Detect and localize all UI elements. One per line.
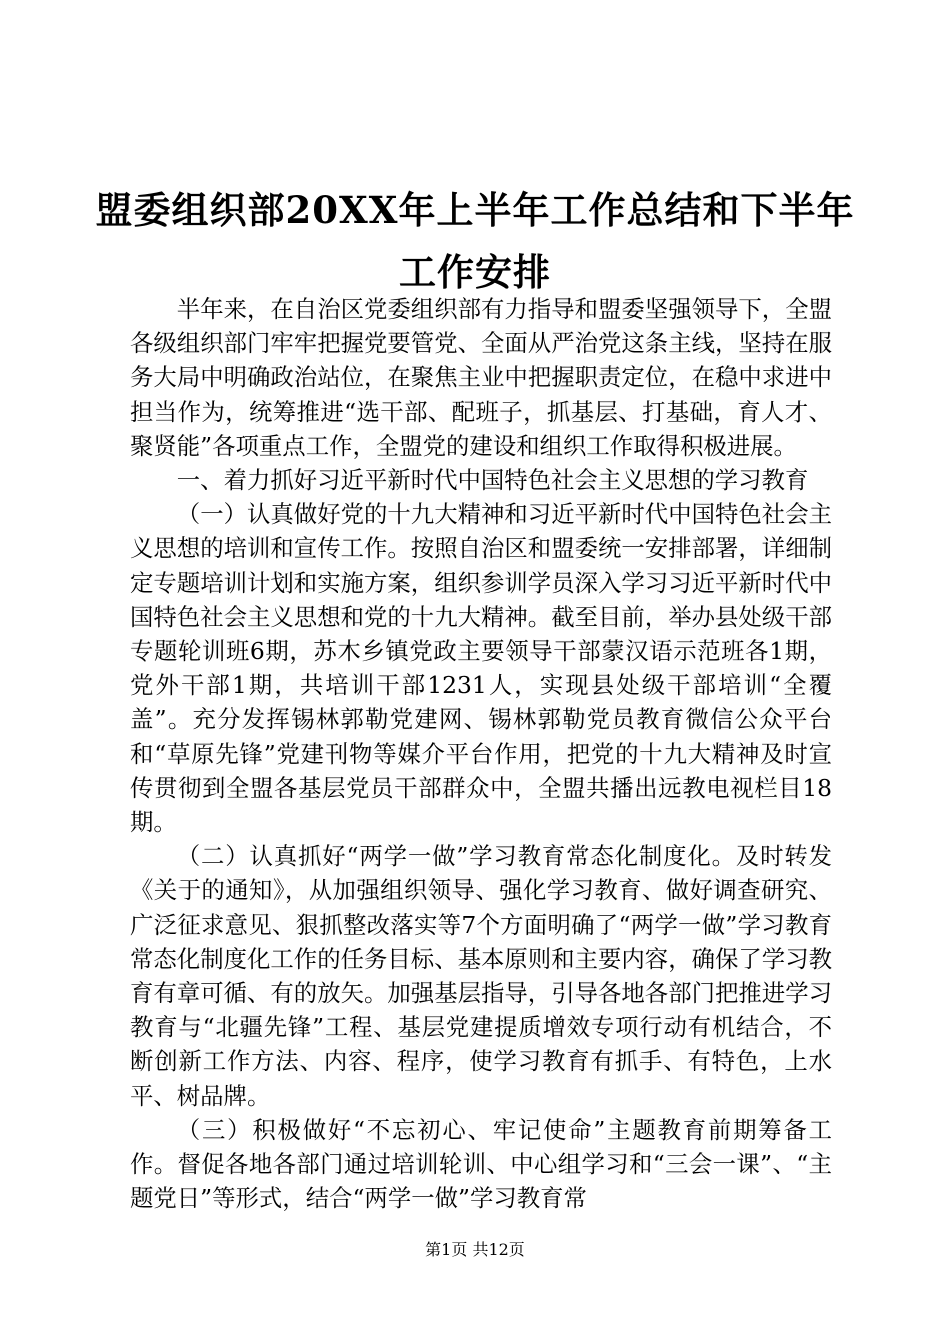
document-title-line-2: 工作安排 [399, 250, 551, 294]
paragraph-item-2: （二）认真抓好“两学一做”学习教育常态化制度化。及时转发《关于的通知》，从加强组织领导、强化学习教育、做好调查研究、广泛征求意见、狠抓整改落实等7个方面明确了“两学一做”学习教育常态化制度化工作的任务目标、基本原则和主要内容，确保了学习教育有章可循、有的放矢。加强基层指导，引导各地各部门把推进学习教育与“北疆先锋”工程、基层党建提质增效专项行动有机结合，不断创新工作方法、内容、程序，使学习教育有抓手、有特色，上水平、树品牌。 [130, 842, 832, 1110]
paragraph-intro: 半年来，在自治区党委组织部有力指导和盟委坚强领导下，全盟各级组织部门牢牢把握党要管党、全面从严治党这条主线，坚持在服务大局中明确政治站位，在聚焦主业中把握职责定位，在稳中求进中担当作为，统筹推进“选干部、配班子，抓基层、打基础，育人才、聚贤能”各项重点工作，全盟党的建设和组织工作取得积极进展。 [130, 295, 832, 460]
section-heading-1: 一、着力抓好习近平新时代中国特色社会主义思想的学习教育 [176, 466, 809, 495]
document-title-line-1: 盟委组织部20XX年上半年工作总结和下半年 [95, 188, 855, 232]
paragraph-item-3: （三）积极做好“不忘初心、牢记使命”主题教育前期筹备工作。督促各地各部门通过培训轮训、中心组学习和“三会一课”、“主题党日”等形式，结合“两学一做”学习教育常 [130, 1115, 832, 1213]
paragraph-item-1: （一）认真做好党的十九大精神和习近平新时代中国特色社会主义思想的培训和宣传工作。按照自治区和盟委统一安排部署，详细制定专题培训计划和实施方案，组织参训学员深入学习习近平新时代中国特色社会主义思想和党的十九大精神。截至目前，举办县处级干部专题轮训班6期，苏木乡镇党政主要领导干部蒙汉语示范班各1期，党外干部1期，共培训干部1231人，实现县处级干部培训“全覆盖”。充分发挥锡林郭勒党建网、锡林郭勒党员教育微信公众平台和“草原先锋”党建刊物等媒介平台作用，把党的十九大精神及时宣传贯彻到全盟各基层党员干部群众中，全盟共播出远教电视栏目18期。 [130, 500, 832, 837]
document-body [130, 292, 832, 1215]
page-footer: 第1页 共12页 [425, 1240, 525, 1259]
